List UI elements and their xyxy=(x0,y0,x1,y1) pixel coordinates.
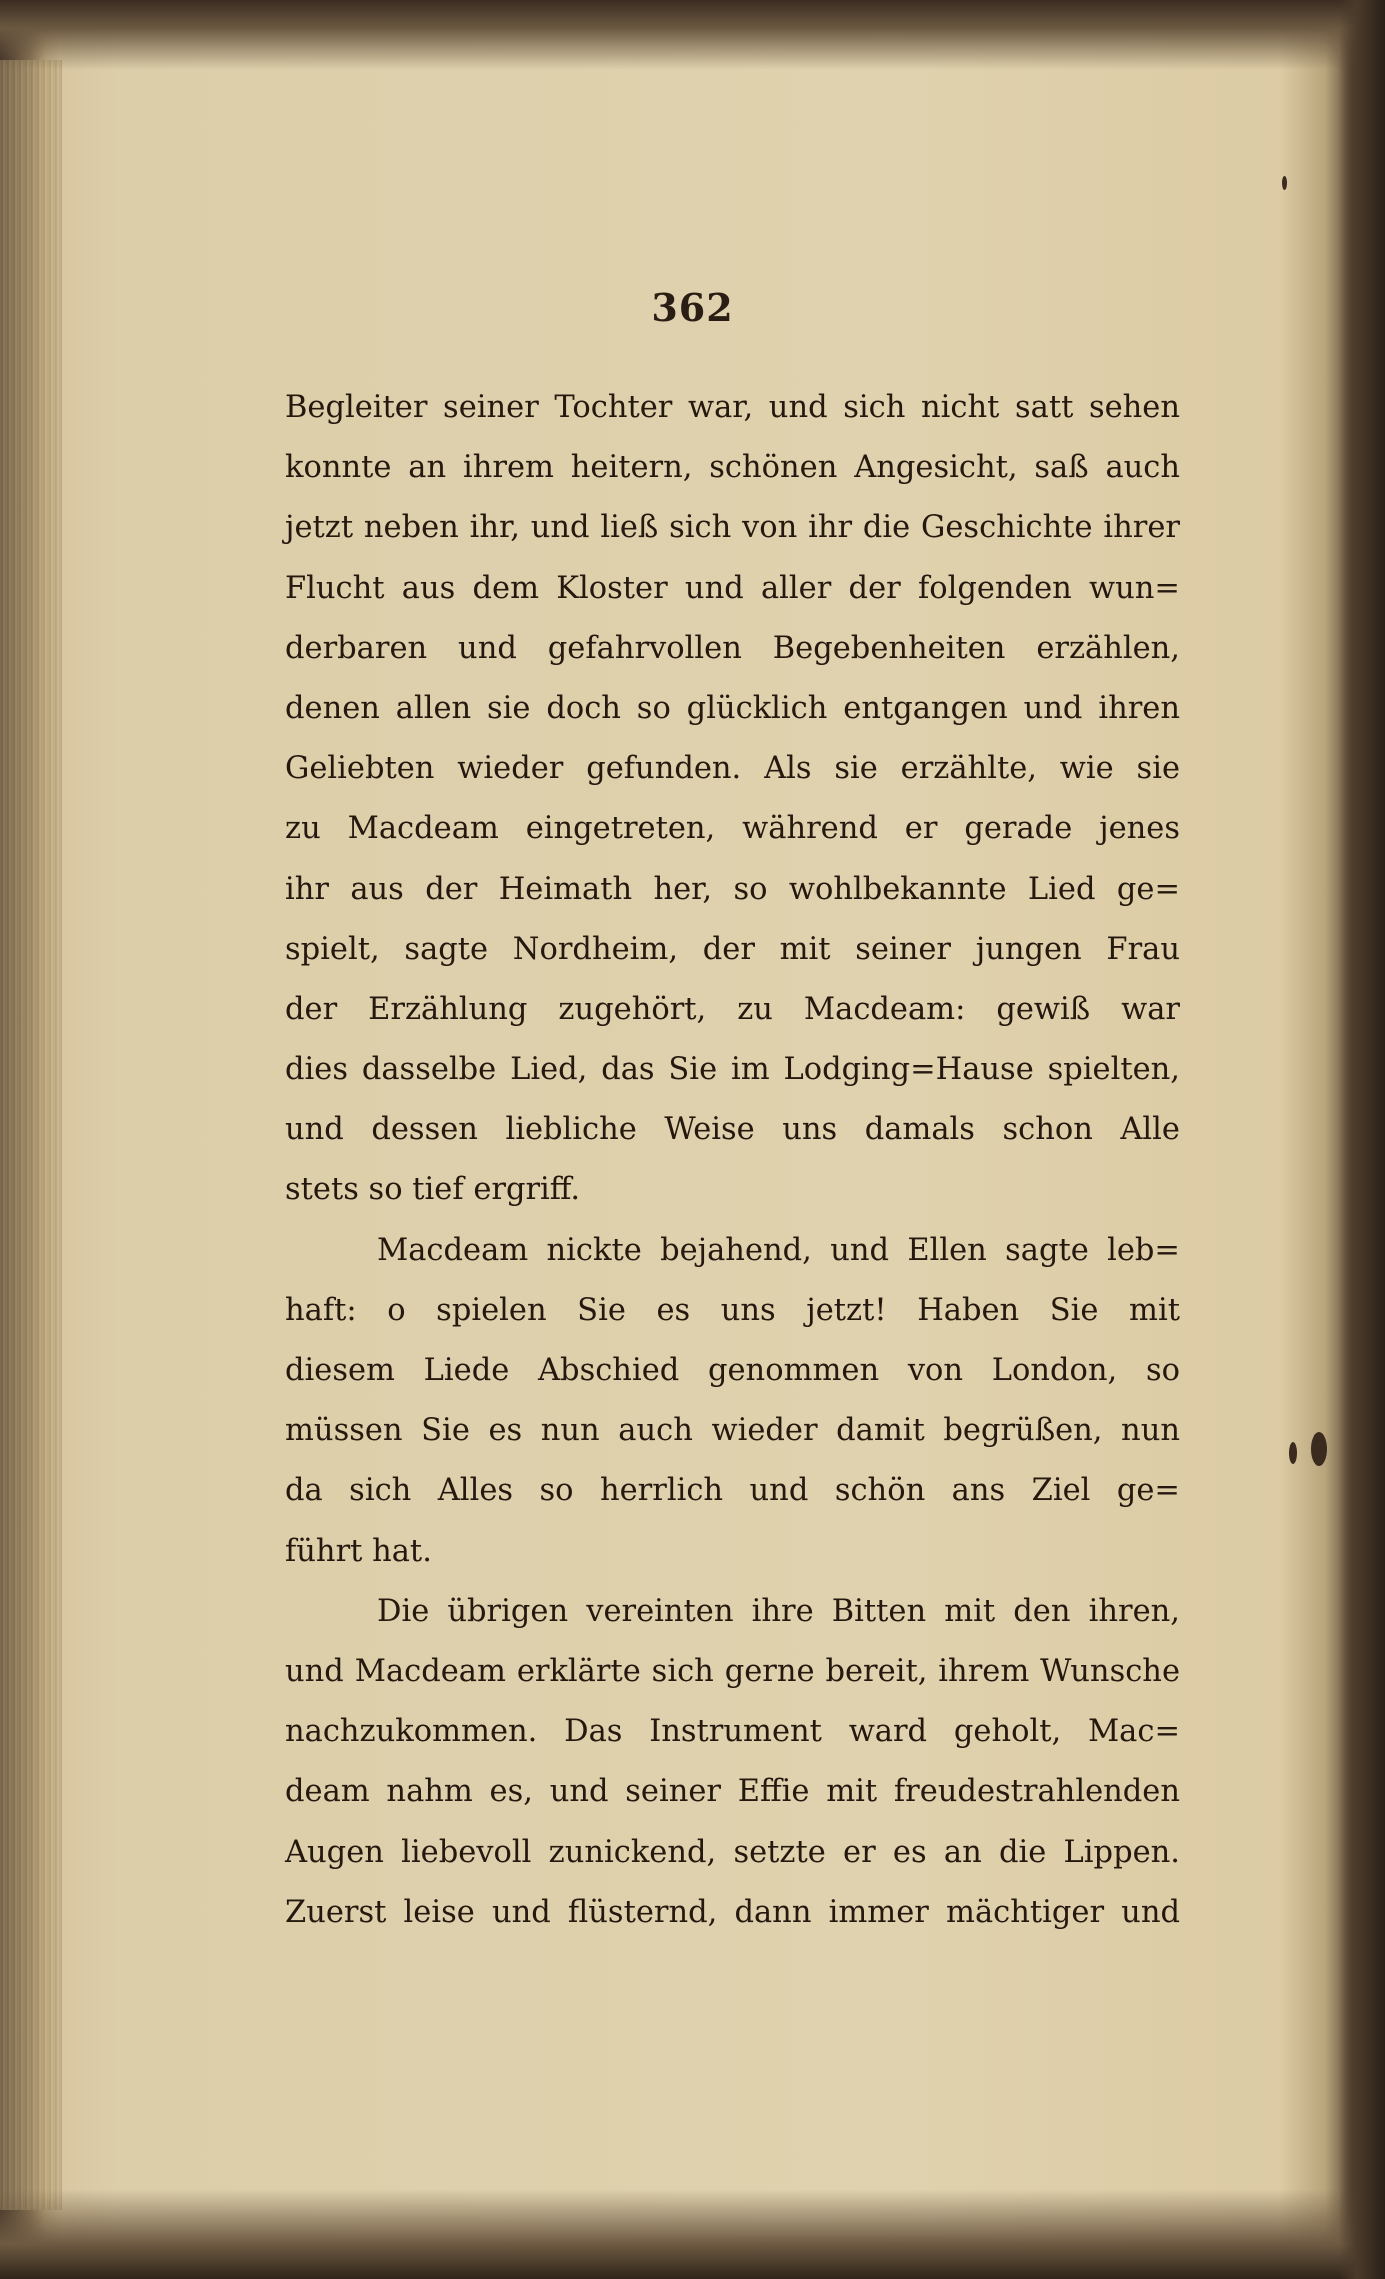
text-line: führt hat. xyxy=(285,1533,432,1569)
page-edges xyxy=(0,60,62,2210)
body-text xyxy=(285,378,1180,1943)
ink-spot xyxy=(1282,176,1287,190)
page-number: 362 xyxy=(651,285,734,330)
text-line: deam nahm es, und seiner Effie mit freudestrahlenden xyxy=(285,1774,1180,1810)
text-line: Die übrigen vereinten ihre Bitten mit den ihren, xyxy=(377,1593,1180,1629)
text-line: spielt, sagte Nordheim, der mit seiner jungen Frau xyxy=(285,931,1180,967)
text-line: jetzt neben ihr, und ließ sich von ihr die Geschichte ihrer xyxy=(285,510,1180,546)
text-line: Augen liebevoll zunickend, setzte er es an die Lippen. xyxy=(285,1834,1180,1870)
text-line: zu Macdeam eingetreten, während er gerade jenes xyxy=(285,811,1180,847)
text-line: diesem Liede Abschied genommen von London, so xyxy=(285,1353,1180,1388)
text-line: Geliebten wieder gefunden. Als sie erzählte, wie sie xyxy=(285,751,1180,787)
ink-spot xyxy=(1289,1442,1297,1464)
text-line: der Erzählung zugehört, zu Macdeam: gewiß war xyxy=(285,991,1180,1027)
ink-spot xyxy=(1311,1432,1327,1466)
text-line: müssen Sie es nun auch wieder damit begrüßen, nun xyxy=(285,1413,1180,1449)
top-edge-shadow xyxy=(0,0,1385,70)
text-line: da sich Alles so herrlich und schön ans Ziel ge= xyxy=(285,1473,1180,1509)
text-line: dies dasselbe Lied, das Sie im Lodging=Hause spielten, xyxy=(285,1052,1180,1088)
text-line: denen allen sie doch so glücklich entgangen und ihren xyxy=(285,690,1180,726)
text-line: konnte an ihrem heitern, schönen Angesicht, saß auch xyxy=(285,450,1180,486)
text-line: ihr aus der Heimath her, so wohlbekannte Lied ge= xyxy=(285,871,1180,907)
text-line: nachzukommen. Das Instrument ward geholt, Mac= xyxy=(285,1714,1180,1750)
text-line: stets so tief ergriff. xyxy=(285,1172,581,1208)
text-line: Begleiter seiner Tochter war, und sich nicht satt sehen xyxy=(285,390,1180,425)
text-line: haft: o spielen Sie es uns jetzt! Haben Sie mit xyxy=(285,1292,1180,1328)
text-line: Flucht aus dem Kloster und aller der folgenden wun= xyxy=(285,570,1180,606)
text-line: Macdeam nickte bejahend, und Ellen sagte leb= xyxy=(377,1232,1180,1268)
bottom-edge-shadow xyxy=(0,2189,1385,2279)
text-line: und Macdeam erklärte sich gerne bereit, ihrem Wunsche xyxy=(285,1653,1180,1689)
text-line: Zuerst leise und flüsternd, dann immer mächtiger und xyxy=(285,1894,1180,1930)
text-line: und dessen liebliche Weise uns damals schon Alle xyxy=(285,1112,1180,1148)
text-line: derbaren und gefahrvollen Begebenheiten erzählen, xyxy=(285,630,1180,666)
binding-edge xyxy=(1339,0,1385,2279)
